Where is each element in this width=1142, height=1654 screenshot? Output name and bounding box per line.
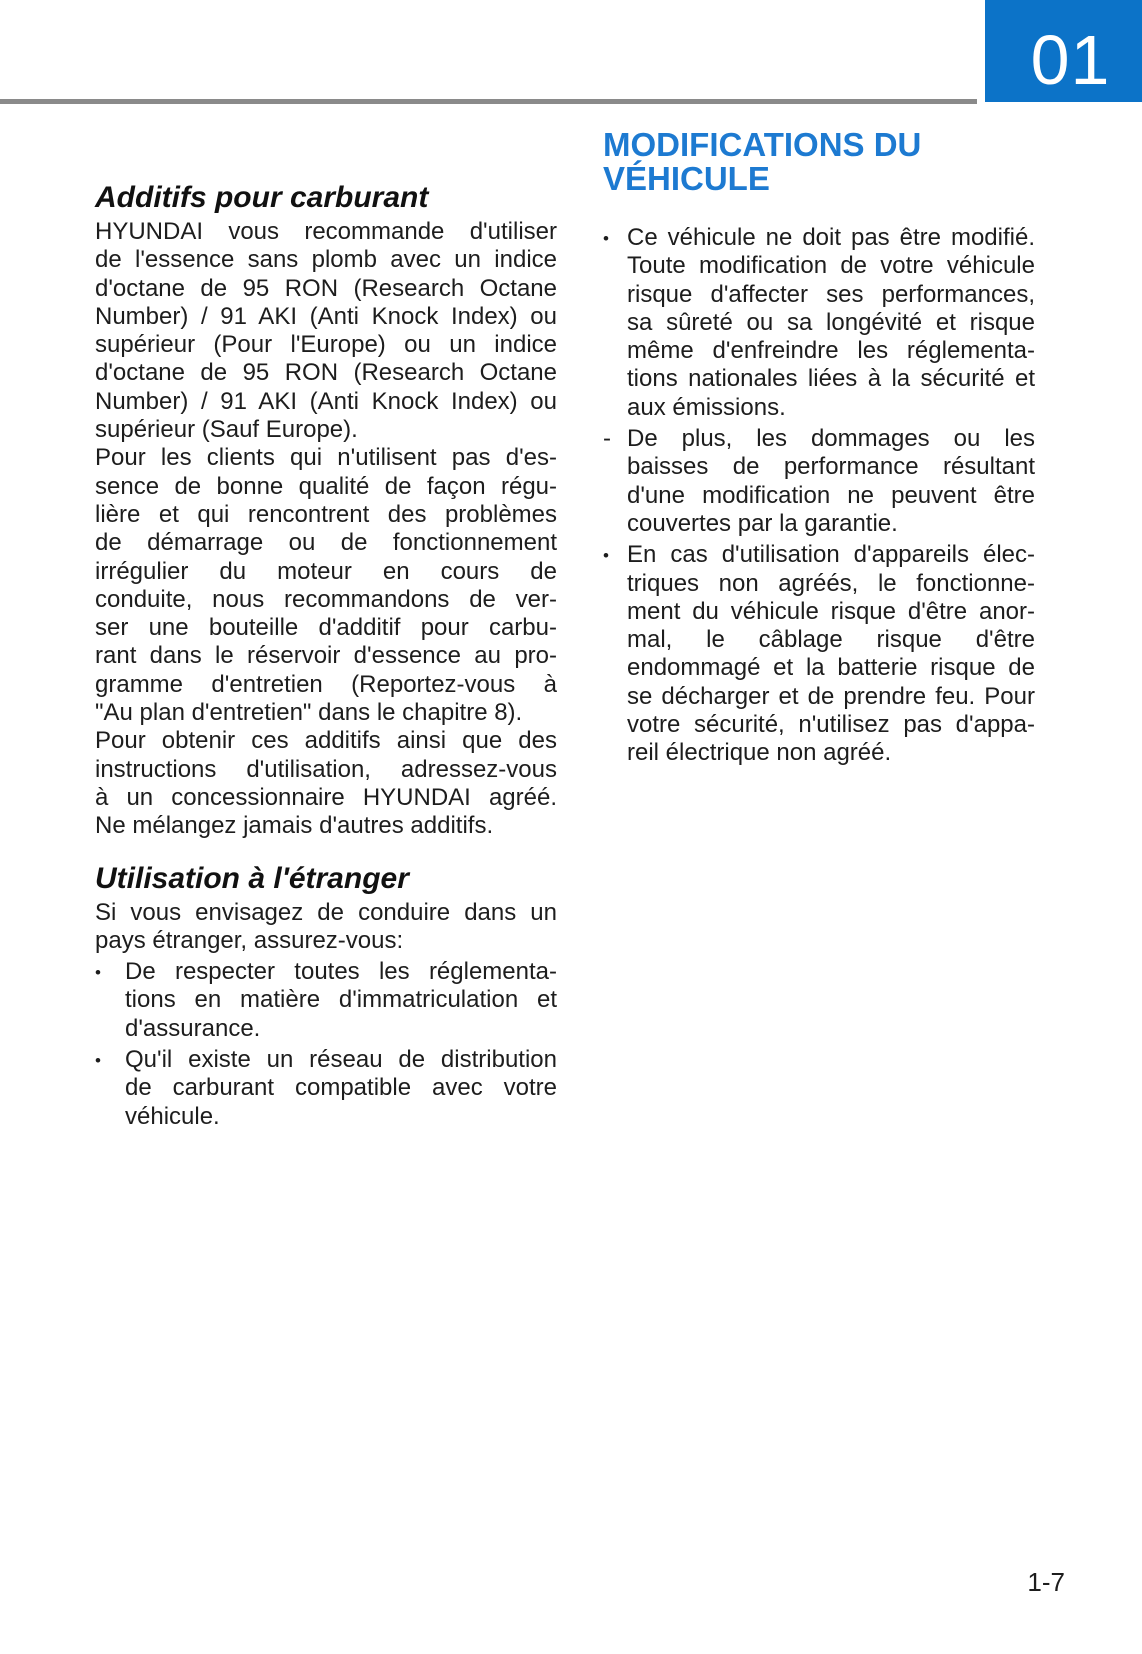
section xyxy=(95,181,557,841)
text-line: Pour obtenir ces additifs ainsi que des xyxy=(95,727,557,755)
text-line: d'une modification ne peuvent être xyxy=(627,481,1035,509)
dash-marker: - xyxy=(603,425,611,453)
chapter-number-badge xyxy=(985,0,1142,102)
paragraph xyxy=(95,727,557,840)
text-line: Ne mélangez jamais d'autres additifs. xyxy=(95,812,494,840)
list-item xyxy=(95,958,557,1043)
text-line: ser une bouteille d'additif pour carbu- xyxy=(95,614,557,642)
text-line: tions en matière d'immatriculation et xyxy=(125,986,557,1014)
list-item-text xyxy=(627,541,1035,767)
bullet-marker: • xyxy=(603,546,609,566)
text-line: irrégulier du moteur en cours de xyxy=(95,557,557,585)
text-line: instructions d'utilisation, adressez-vous xyxy=(95,755,557,783)
list-item xyxy=(603,224,1035,422)
list-item xyxy=(603,541,1035,767)
text-line: Number) / 91 AKI (Anti Knock Index) ou xyxy=(95,387,557,415)
right-heading-line: MODIFICATIONS DU xyxy=(603,126,922,163)
text-line: se décharger et de prendre feu. Pour xyxy=(627,682,1035,710)
text-line: Ce véhicule ne doit pas être modifié. xyxy=(627,224,1035,251)
text-line: Qu'il existe un réseau de distribution xyxy=(125,1046,557,1074)
right-heading-line: VÉHICULE xyxy=(603,160,770,197)
text-line: supérieur (Pour l'Europe) ou un indice xyxy=(95,331,557,359)
header-divider xyxy=(0,99,977,104)
text-line: mal, le câblage risque d'être xyxy=(627,626,1035,654)
text-line: couvertes par la garantie. xyxy=(627,509,898,537)
text-line: reil électrique non agréé. xyxy=(627,739,892,767)
bullet-marker: • xyxy=(95,963,101,983)
text-line: Number) / 91 AKI (Anti Knock Index) ou xyxy=(95,302,557,330)
list-item-text xyxy=(125,958,557,1043)
text-line: lière et qui rencontrent des problèmes xyxy=(95,500,557,528)
text-line: Toute modification de votre véhicule xyxy=(627,252,1035,280)
text-line: sa sûreté ou sa longévité et risque xyxy=(627,308,1035,336)
paragraph xyxy=(95,899,557,956)
text-line: d'octane de 95 RON (Research Octane xyxy=(95,274,557,302)
text-line: de l'essence sans plomb avec un indice xyxy=(95,246,557,274)
text-line: baisses de performance résultant xyxy=(627,453,1035,481)
paragraph xyxy=(95,444,557,727)
text-line: endommagé et la batterie risque de xyxy=(627,654,1035,682)
text-line: d'assurance. xyxy=(125,1014,261,1042)
text-line: triques non agréés, le fonctionne- xyxy=(627,569,1035,597)
text-line: ment du véhicule risque d'être anor- xyxy=(627,597,1035,625)
text-line: votre sécurité, n'utilisez pas d'appa- xyxy=(627,711,1035,739)
text-line: d'octane de 95 RON (Research Octane xyxy=(95,359,557,387)
chapter-number: 01 xyxy=(1030,21,1111,99)
text-line: En cas d'utilisation d'appareils élec- xyxy=(627,541,1035,569)
left-column xyxy=(95,181,557,1131)
text-line: De respecter toutes les réglementa- xyxy=(125,958,557,986)
text-line: supérieur (Sauf Europe). xyxy=(95,416,358,444)
text-line: "Au plan d'entretien" dans le chapitre 8). xyxy=(95,699,523,727)
text-line: Si vous envisagez de conduire dans un xyxy=(95,898,557,926)
list-item xyxy=(95,1046,557,1131)
text-line: Pour les clients qui n'utilisent pas d'es- xyxy=(95,444,557,472)
text-line: rant dans le réservoir d'essence au pro- xyxy=(95,642,557,670)
list-item-text xyxy=(627,425,1035,538)
text-line: à un concessionnaire HYUNDAI agréé. xyxy=(95,783,557,811)
text-line: risque d'affecter ses performances, xyxy=(627,280,1035,308)
section-heading: Additifs pour carburant xyxy=(95,181,429,214)
paragraph xyxy=(95,218,557,444)
list-item-text xyxy=(627,224,1035,422)
right-column xyxy=(603,128,1035,768)
text-line: de carburant compatible avec votre xyxy=(125,1074,557,1102)
text-line: tions nationales liées à la sécurité et xyxy=(627,365,1035,393)
page-number: 1-7 xyxy=(1027,1567,1065,1597)
section xyxy=(95,862,557,1131)
list-item xyxy=(603,425,1035,538)
text-line: pays étranger, assurez-vous: xyxy=(95,926,404,954)
bullet-marker: • xyxy=(95,1051,101,1071)
text-line: même d'enfreindre les réglementa- xyxy=(627,337,1035,365)
text-line: sence de bonne qualité de façon régu- xyxy=(95,472,557,500)
text-line: HYUNDAI vous recommande d'utiliser xyxy=(95,218,557,245)
text-line: gramme d'entretien (Reportez-vous à xyxy=(95,670,557,698)
section-heading: Utilisation à l'étranger xyxy=(95,861,409,895)
text-line: véhicule. xyxy=(125,1102,220,1130)
text-line: de démarrage ou de fonctionnement xyxy=(95,529,557,557)
bullet-marker: • xyxy=(603,229,609,248)
text-line: aux émissions. xyxy=(627,393,786,421)
text-line: De plus, les dommages ou les xyxy=(627,425,1035,453)
text-line: conduite, nous recommandons de ver- xyxy=(95,585,557,613)
right-column-heading xyxy=(603,128,1035,196)
list-item-text xyxy=(125,1046,557,1131)
